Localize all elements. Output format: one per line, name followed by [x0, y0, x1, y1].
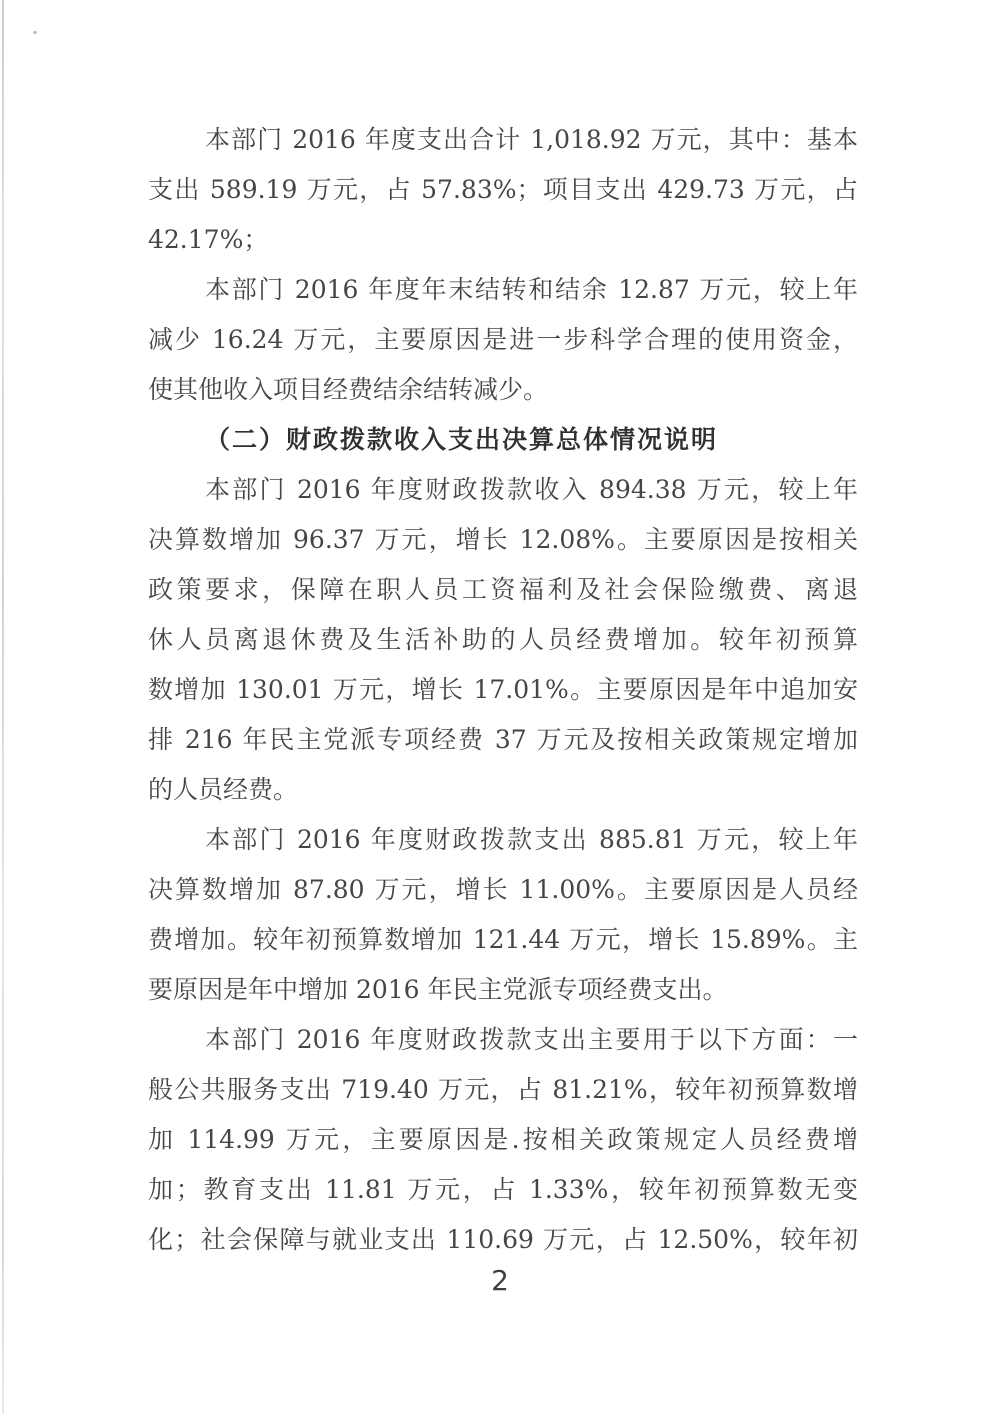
paragraph	[148, 1015, 858, 1265]
text-line: 减少 16.24 万元，主要原因是进一步科学合理的使用资金，	[148, 325, 858, 354]
text-line: 加 114.99 万元，主要原因是.按相关政策规定人员经费增	[148, 1125, 858, 1154]
section-heading-line: （二）财政拨款收入支出决算总体情况说明	[205, 425, 719, 454]
document-text-block	[148, 115, 858, 1265]
text-line: 的人员经费。	[148, 775, 299, 804]
text-line: 支出 589.19 万元，占 57.83%；项目支出 429.73 万元，占	[148, 175, 858, 204]
scan-edge-artifact	[2, 0, 4, 1414]
text-line: 要原因是年中增加 2016 年民主党派专项经费支出。	[148, 975, 728, 1004]
paragraph	[148, 465, 858, 815]
paragraph	[148, 815, 858, 1015]
text-line: 政策要求，保障在职人员工资福利及社会保险缴费、离退	[148, 575, 858, 604]
text-line: 决算数增加 96.37 万元，增长 12.08%。主要原因是按相关	[148, 525, 858, 554]
text-line: 本部门 2016 年度支出合计 1,018.92 万元，其中：基本	[205, 125, 858, 154]
text-line: 加；教育支出 11.81 万元，占 1.33%，较年初预算数无变	[148, 1175, 858, 1204]
page-number: 2	[491, 1264, 509, 1297]
paragraph	[148, 115, 858, 265]
text-line: 费增加。较年初预算数增加 121.44 万元，增长 15.89%。主	[148, 925, 858, 954]
text-line: 休人员离退休费及生活补助的人员经费增加。较年初预算	[148, 625, 858, 654]
text-line: 42.17%；	[148, 225, 269, 254]
text-line: 本部门 2016 年度财政拨款支出 885.81 万元，较上年	[205, 825, 858, 854]
text-line: 化；社会保障与就业支出 110.69 万元，占 12.50%，较年初	[148, 1225, 858, 1254]
text-line: 排 216 年民主党派专项经费 37 万元及按相关政策规定增加	[148, 725, 858, 754]
text-line: 本部门 2016 年度年末结转和结余 12.87 万元，较上年	[205, 275, 858, 304]
text-line: 本部门 2016 年度财政拨款收入 894.38 万元，较上年	[205, 475, 858, 504]
text-line: 决算数增加 87.80 万元，增长 11.00%。主要原因是人员经	[148, 875, 858, 904]
scan-speck-artifact	[33, 31, 37, 34]
text-line: 本部门 2016 年度财政拨款支出主要用于以下方面：一	[205, 1025, 858, 1054]
text-line: 使其他收入项目经费结余结转减少。	[148, 375, 549, 404]
text-line: 数增加 130.01 万元，增长 17.01%。主要原因是年中追加安	[148, 675, 858, 704]
text-line: 般公共服务支出 719.40 万元，占 81.21%，较年初预算数增	[148, 1075, 858, 1104]
paragraph	[148, 265, 858, 415]
section-heading	[148, 415, 858, 465]
